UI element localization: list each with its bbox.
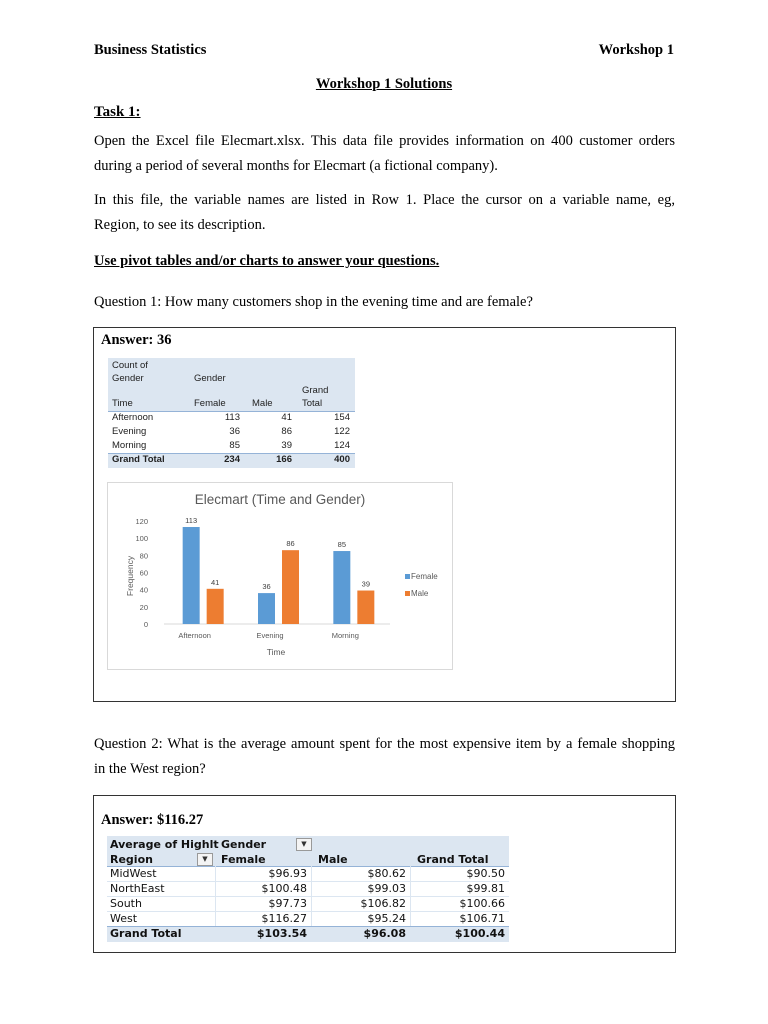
col-filter-dropdown-icon[interactable]: ▼ [296,838,312,851]
bar-female [183,527,200,624]
y-tick-label: 0 [143,620,148,629]
pivot-cell: $100.48 [261,882,307,895]
pivot-grand-cell: 234 [224,454,240,465]
pivot-cell: 113 [224,412,240,423]
pivot-cell: 122 [334,426,350,437]
pivot-corner-line-1: Count of [112,360,148,371]
task-heading: Task 1: [94,104,141,120]
data-label: 85 [337,540,347,550]
pivot-grand-cell: $96.08 [363,927,406,940]
bar-male [207,589,224,624]
answer-1-box [93,327,676,702]
x-tick-label: Morning [331,631,359,640]
pivot-cell: 36 [229,426,240,437]
answer-1-label: Answer: 36 [101,332,172,348]
paragraph-1 [94,129,675,179]
pivot-cell: 124 [334,440,350,451]
paragraph-2 [94,188,675,238]
legend-swatch-female [405,574,410,579]
question-2-line-1: Question 2: What is the average amount spent for the most expensive item by a female shopping [94,736,675,752]
paragraph-2-line-2: Region, to see its description. [94,217,266,233]
pivot-cell: $80.62 [367,867,406,880]
pivot-row-label: Afternoon [112,412,154,423]
bar-male [357,591,374,624]
pivot-row-label: South [110,897,142,910]
row-filter-dropdown-icon[interactable]: ▼ [197,853,213,866]
x-tick-label: Evening [256,631,284,640]
question-2 [94,732,675,782]
pivot-grand-cell: $103.54 [256,927,307,940]
legend-label-female: Female [411,572,438,581]
pivot-grand-label: Grand Total [112,454,165,465]
instruction: Use pivot tables and/or charts to answer your questions. [94,253,440,269]
pivot-col-male: Male [318,853,348,866]
pivot-corner: Average of Highlt [110,838,219,851]
pivot-cell: $96.93 [268,867,307,880]
paragraph-1-line-1: Open the Excel file Elecmart.xlsx. This data file provides information on 400 customer orders [94,133,675,149]
pivot-row-label: MidWest [110,867,157,880]
legend-swatch-male [405,591,410,596]
pivot-grand-cell: 400 [334,454,350,465]
pivot-cell: 41 [281,412,292,423]
pivot-cell: 154 [334,412,350,423]
pivot-table-time-gender [108,358,355,466]
pivot-cell: $90.50 [466,867,505,880]
pivot-row-label: NorthEast [110,882,165,895]
pivot-cell: $99.81 [466,882,505,895]
pivot-row-label: Evening [112,426,147,437]
pivot-col-total: Grand Total [417,853,489,866]
answer-2-label: Answer: $116.27 [101,812,204,828]
pivot-col-female: Female [221,853,266,866]
legend-label-male: Male [411,589,429,598]
data-label: 41 [210,577,220,587]
paragraph-1-line-2: during a period of several months for Elecmart (a fictional company). [94,158,498,174]
pivot-row-label: West [110,912,138,925]
x-tick-label: Afternoon [178,631,211,640]
bar-male [282,550,299,624]
pivot-col-field: Gender [221,838,267,851]
pivot-grand-cell: $100.44 [454,927,505,940]
chart-ylabel: Frequency [125,555,135,597]
data-label: 36 [262,582,271,592]
pivot-cell: $116.27 [261,912,307,925]
pivot-cell: $100.66 [459,897,505,910]
answer-2-box [93,795,676,953]
pivot-table-region-gender [107,836,509,942]
pivot-col-total-line-2: Total [302,398,323,409]
pivot-cell: $99.03 [367,882,406,895]
pivot-grand-label: Grand Total [110,927,182,940]
y-tick-label: 40 [139,585,148,595]
pivot-cell: $106.71 [459,912,505,925]
paragraph-2-line-1: In this file, the variable names are listed in Row 1. Place the cursor on a variable name, eg, [94,192,675,208]
chart-title: Elecmart (Time and Gender) [194,492,366,507]
y-tick-label: 20 [139,602,148,612]
question-2-line-2: in the West region? [94,761,206,777]
bar-female [333,551,350,624]
page-title: Workshop 1 Solutions [315,76,453,92]
pivot-col-male: Male [252,398,273,409]
pivot-col-field: Gender [194,373,226,384]
pivot-cell: 39 [281,440,292,451]
data-label: 113 [185,516,198,526]
pivot-cell: 85 [229,440,240,451]
data-label: 86 [286,539,295,549]
y-tick-label: 120 [135,517,148,526]
y-tick-label: 60 [139,568,148,578]
pivot-cell: 86 [281,426,292,437]
pivot-cell: $106.82 [360,897,406,910]
pivot-col-total-line-1: Grand [302,385,329,396]
data-label: 39 [361,579,371,589]
pivot-cell: $97.73 [268,897,307,910]
chart-xlabel: Time [266,647,286,657]
bar-chart [108,483,452,669]
pivot-corner-line-2: Gender [112,373,144,384]
pivot-cell: $95.24 [367,912,406,925]
chart-frame [107,482,453,670]
bar-female [258,593,275,624]
pivot-row-field: Region [110,853,153,866]
y-tick-label: 100 [135,534,148,544]
pivot-row-label: Morning [112,440,147,451]
pivot-grand-cell: 166 [276,454,292,465]
pivot-row-field: Time [112,398,133,409]
pivot-col-female: Female [194,398,226,409]
header-left: Business Statistics [94,42,207,58]
header-right: Workshop 1 [598,42,674,58]
question-1: Question 1: How many customers shop in the evening time and are female? [94,294,533,310]
y-tick-label: 80 [139,551,148,561]
